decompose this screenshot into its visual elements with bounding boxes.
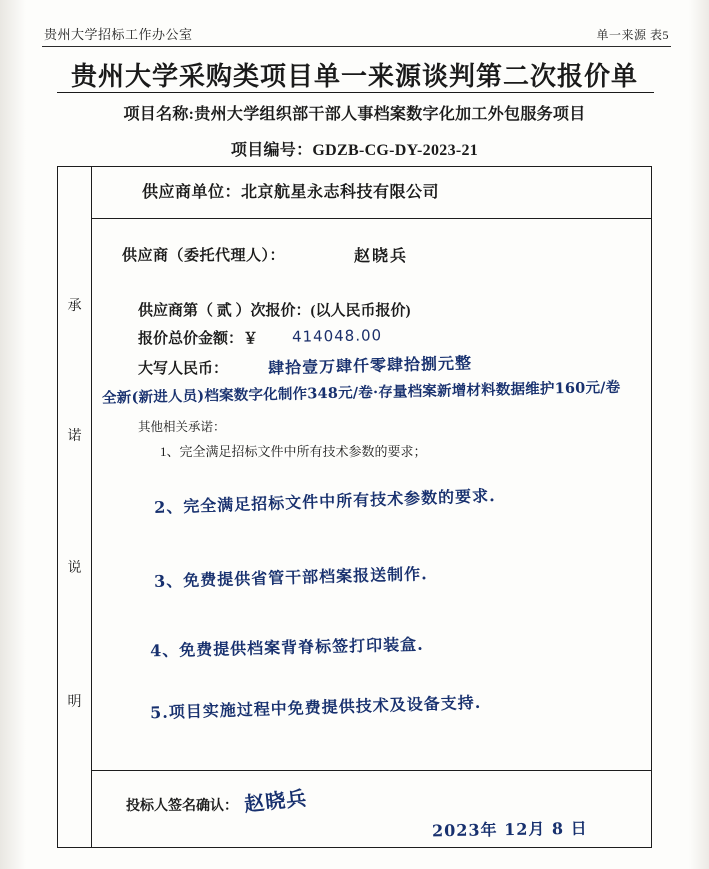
supplier-agent-value: 赵晓兵: [354, 248, 409, 265]
content-column: [92, 167, 651, 847]
promise-item-3: 3、免费提供省管干部档案报送制作.: [153, 564, 428, 591]
row-divider-bottom: [92, 770, 651, 771]
promise-item-5: 5.项目实施过程中免费提供技术及设备支持.: [149, 692, 482, 723]
promise-item-1: 1、完全满足招标文件中所有技术参数的要求；: [160, 444, 427, 459]
promise-item-4: 4、免费提供档案背脊标签打印装盒.: [149, 634, 424, 661]
project-name: [0, 101, 709, 124]
project-number: [0, 137, 709, 160]
header-right-text: 单一来源 表5: [596, 28, 669, 42]
main-table: [57, 166, 652, 848]
header-left-text: 贵州大学招标工作办公室: [44, 27, 193, 42]
amount-upper-value-handwritten: 肆拾壹万肆仟零肆拾捌元整: [267, 353, 473, 378]
supplier-unit: 供应商单位：北京航星永志科技有限公司: [142, 184, 440, 201]
side-label-column: [58, 167, 92, 847]
signature-label: 投标人签名确认：: [126, 799, 238, 814]
promise-item-2: 2、完全满足招标文件中所有技术参数的要求.: [153, 486, 496, 517]
document-header: [44, 24, 669, 43]
side-label-4: 明: [67, 695, 82, 710]
amount-value-handwritten: 414048.00: [291, 326, 383, 346]
side-label-2: 诺: [67, 429, 82, 444]
project-name-label: 项目名称:: [123, 106, 195, 123]
project-name-value: 贵州大学组织部干部人事档案数字化加工外包服务项目: [194, 106, 586, 123]
title-underline: [57, 92, 654, 93]
extra-note-handwritten: 全新(新进人员)档案数字化制作348元/卷·存量档案新增材料数据维护160元/卷: [101, 378, 621, 407]
page-title: 贵州大学采购类项目单一来源谈判第二次报价单: [70, 62, 638, 91]
other-promise-label: 其他相关承诺：: [138, 420, 226, 434]
amount-upper-label: 大写人民币：: [138, 361, 229, 377]
supplier-agent-label: 供应商（委托代理人）：: [122, 248, 286, 264]
signature-date-handwritten: 2023年 12月 8 日: [431, 818, 588, 841]
quote-round-line: 供应商第（ 贰 ）次报价：(以人民币报价): [138, 303, 411, 319]
project-number-label: 项目编号：: [230, 142, 313, 159]
side-label-3: 说: [67, 561, 82, 576]
signature-handwritten: 赵晓兵: [243, 785, 309, 817]
project-number-value: GDZB-CG-DY-2023-21: [312, 142, 479, 159]
amount-label: 报价总价金额：￥: [138, 331, 259, 347]
side-label-1: 承: [67, 299, 82, 314]
row-divider-top: [92, 218, 651, 219]
header-divider: [42, 46, 671, 47]
